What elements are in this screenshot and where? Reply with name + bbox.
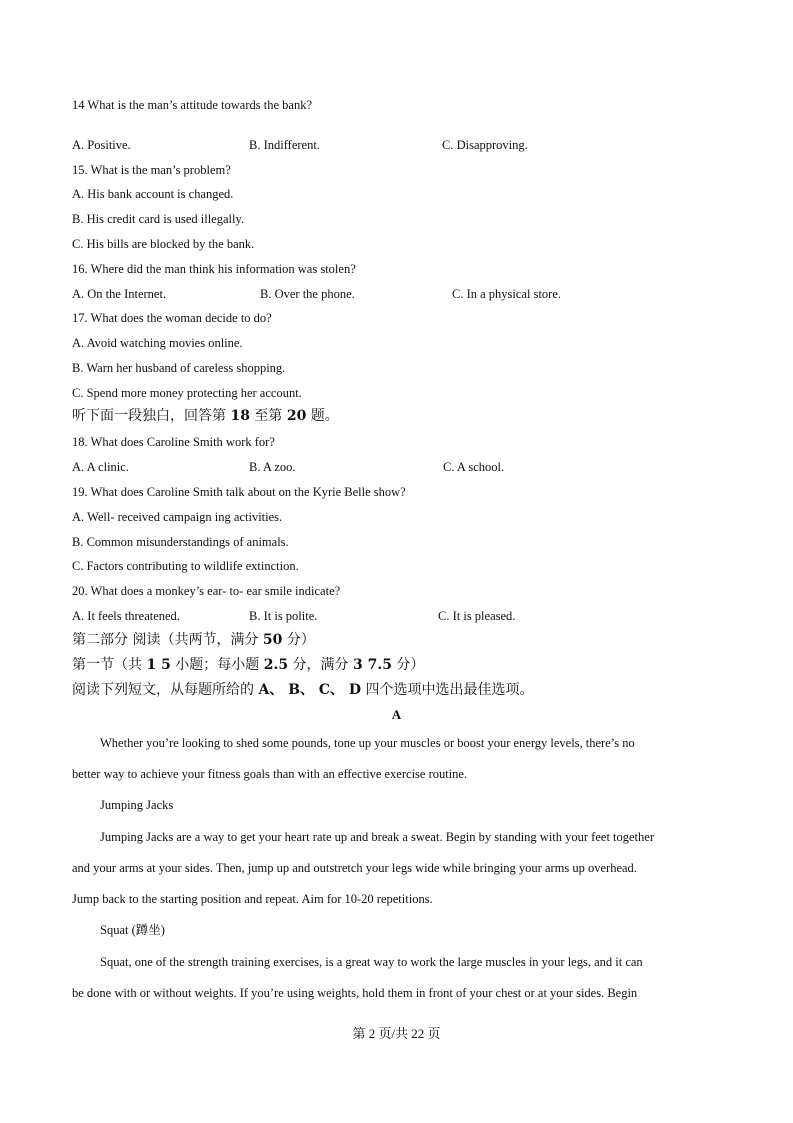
q15-option-c: C. His bills are blocked by the bank.: [72, 237, 255, 251]
q17-option-a: A. Avoid watching movies online.: [72, 336, 243, 350]
q19-option-a: A. Well- received campaign ing activities.: [72, 510, 283, 524]
passage-paragraph-3-line-2: be done with or without weights. If you’re using weights, hold them in front of your chest or at your sides. Begin: [72, 986, 638, 1000]
q19-option-c: C. Factors contributing to wildlife extinction.: [72, 559, 299, 573]
q20-option-a: A. It feels threatened.: [72, 609, 180, 623]
passage-paragraph-1-line-1: Whether you’re looking to shed some pounds, tone up your muscles or boost your energy levels, there’s no: [100, 736, 635, 750]
passage-paragraph-2-line-2: and your arms at your sides. Then, jump up and outstretch your legs wide while bringing your arms up overhead.: [72, 861, 637, 875]
q17-question: 17. What does the woman decide to do?: [72, 311, 272, 325]
passage-heading: A: [391, 707, 402, 722]
passage-paragraph-2-line-3: Jump back to the starting position and repeat. Aim for 10-20 repetitions.: [72, 892, 433, 906]
q16-question: 16. Where did the man think his information was stolen?: [72, 262, 356, 276]
q16-option-a: A. On the Internet.: [72, 287, 167, 301]
q16-option-b: B. Over the phone.: [260, 287, 355, 301]
passage-paragraph-1-line-2: better way to achieve your fitness goals than with an effective exercise routine.: [72, 767, 468, 781]
part2-heading: 第二部分 阅读（共两节，满分 50 分）: [72, 632, 315, 648]
q17-option-b: B. Warn her husband of careless shopping.: [72, 361, 286, 375]
q20-option-b: B. It is polite.: [249, 609, 318, 623]
q15-option-b: B. His credit card is used illegally.: [72, 212, 245, 226]
q14-option-c: C. Disapproving.: [442, 138, 528, 152]
reading-instruction: 阅读下列短文，从每题所给的 A、 B、 C、 D 四个选项中选出最佳选项。: [72, 682, 534, 698]
q14-option-b: B. Indifferent.: [249, 138, 320, 152]
monologue-instruction: 听下面一段独白，回答第 18 至第 20 题。: [72, 408, 339, 424]
q17-option-c: C. Spend more money protecting her account.: [72, 386, 302, 400]
passage-paragraph-2-line-1: Jumping Jacks are a way to get your heart rate up and break a sweat. Begin by standing with your feet together: [100, 830, 654, 844]
subheading-jumping-jacks: Jumping Jacks: [100, 798, 174, 812]
q14-option-a: A. Positive.: [72, 138, 131, 152]
q15-option-a: A. His bank account is changed.: [72, 187, 234, 201]
q20-option-c: C. It is pleased.: [438, 609, 516, 623]
page-number-footer: 第 2 页/共 22 页: [352, 1026, 441, 1041]
section1-heading: 第一节（共 1 5 小题；每小题 2.5 分，满分 3 7.5 分）: [72, 657, 425, 673]
passage-paragraph-3-line-1: Squat, one of the strength training exercises, is a great way to work the large muscles in your legs, and it can: [100, 955, 643, 969]
q14-question: 14 What is the man’s attitude towards the bank?: [72, 98, 312, 112]
q18-option-a: A. A clinic.: [72, 460, 129, 474]
q19-option-b: B. Common misunderstandings of animals.: [72, 535, 289, 549]
subheading-squat: Squat (蹲坐): [100, 923, 165, 937]
q18-option-b: B. A zoo.: [249, 460, 296, 474]
q20-question: 20. What does a monkey’s ear- to- ear smile indicate?: [72, 584, 341, 598]
q18-option-c: C. A school.: [443, 460, 505, 474]
q19-question: 19. What does Caroline Smith talk about on the Kyrie Belle show?: [72, 485, 406, 499]
q15-question: 15. What is the man’s problem?: [72, 163, 231, 177]
q18-question: 18. What does Caroline Smith work for?: [72, 435, 275, 449]
q16-option-c: C. In a physical store.: [452, 287, 562, 301]
